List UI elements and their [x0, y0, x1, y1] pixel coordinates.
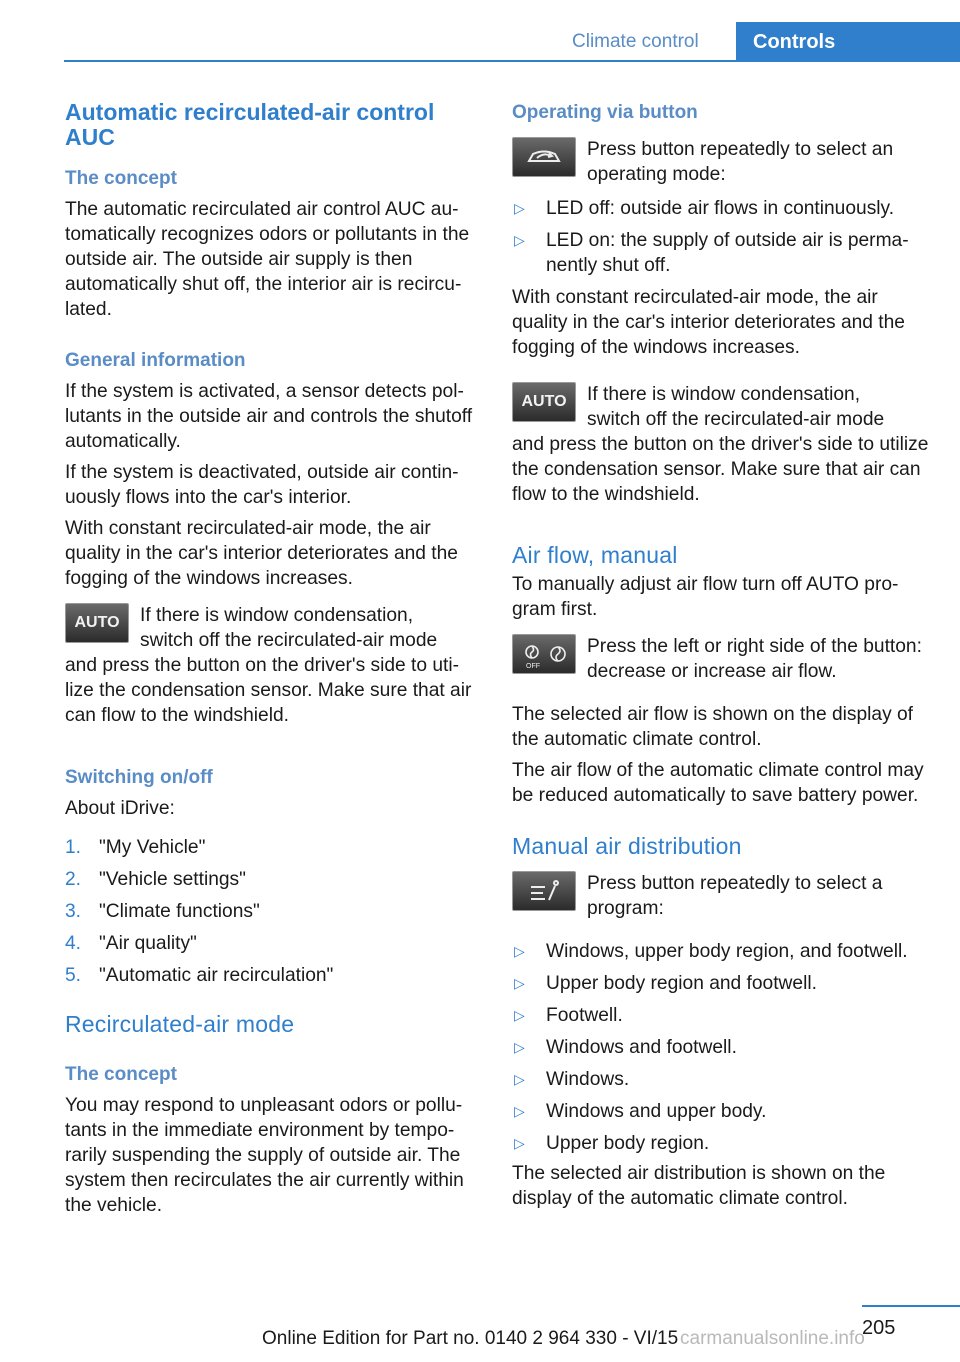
general-text-3: With constant recirculated-air mode, the air quality in the car's interior deteriorates and the fogging of the windows increases. — [65, 518, 458, 589]
switching-heading: Switching on/off — [65, 767, 213, 788]
program-text: Windows. — [546, 1069, 630, 1090]
list-item — [512, 1067, 932, 1092]
condensation-line-c: and press the button on the driver's side to utilize the condensation sensor. Make sure that air can flow to the windshield. — [65, 655, 472, 726]
chapter-tab-label: Controls — [753, 31, 836, 53]
triangle-icon: ▷ — [514, 1071, 525, 1087]
page-number: 205 — [862, 1317, 896, 1339]
list-item — [512, 196, 932, 221]
operating-heading: Operating via button — [512, 102, 698, 123]
list-item — [65, 899, 481, 924]
step-number: 2. — [65, 869, 82, 890]
section-title: Climate control — [572, 31, 699, 52]
mode-text: LED off: outside air flows in continuously. — [546, 198, 895, 219]
triangle-icon: ▷ — [514, 943, 525, 959]
step-text: "Climate functions" — [99, 901, 260, 922]
triangle-icon: ▷ — [514, 200, 525, 216]
distribution-programs — [512, 939, 932, 1156]
fan-button-icon — [512, 634, 576, 674]
program-text: Upper body region. — [546, 1133, 710, 1154]
list-item — [512, 1035, 932, 1060]
step-text: "Automatic air recirculation" — [99, 965, 334, 986]
constant-recirc-text: With constant recirculated-air mode, the air quality in the car's interior deteriorates and the fogging of the windows increases. — [512, 287, 905, 358]
recirc-concept-heading: The concept — [65, 1064, 177, 1085]
program-text: Upper body region and footwell. — [546, 973, 817, 994]
air-distribution-icon — [513, 872, 575, 910]
recirculation-button-icon — [512, 137, 576, 177]
step-number: 1. — [65, 837, 82, 858]
airflow-title: Air flow, manual — [512, 542, 678, 568]
list-item — [512, 1131, 932, 1156]
fan-icon — [513, 635, 575, 673]
general-heading: General information — [65, 350, 246, 371]
concept-text: The automatic recirculated air control AUC automatically recognizes odors or pollutants in the outside air. The outside air supply is then automatically shut off, the interior air is recirculated. — [65, 199, 470, 320]
airflow-note — [512, 634, 932, 684]
step-number: 3. — [65, 901, 82, 922]
recirc-concept-text: You may respond to unpleasant odors or pollutants in the immediate environment by temporarily suspending the supply of outside air. The system then recirculates the air currently within the vehicle. — [65, 1095, 464, 1216]
right-column — [512, 100, 932, 1211]
general-text-2: If the system is deactivated, outside air continuously flows into the car's interior. — [65, 462, 459, 508]
list-item — [512, 939, 932, 964]
header-rule — [64, 60, 960, 62]
auto-button-icon — [512, 382, 576, 422]
condensation-line-b: switch off the recirculated-air mode — [587, 409, 885, 430]
airflow-display-text: The selected air flow is shown on the display of the automatic climate control. — [512, 704, 914, 750]
triangle-icon: ▷ — [514, 975, 525, 991]
distribution-title: Manual air distribution — [512, 833, 742, 859]
watermark: carmanualsonline.info — [680, 1328, 865, 1349]
list-item — [512, 1099, 932, 1124]
program-text: Footwell. — [546, 1005, 623, 1026]
distribution-button-text: Press button repeatedly to select a program: — [587, 873, 883, 919]
step-text: "My Vehicle" — [99, 837, 206, 858]
general-text-1: If the system is activated, a sensor detects pollutants in the outside air and controls the shutoff automatically. — [65, 381, 473, 452]
left-column — [65, 100, 481, 1218]
program-text: Windows, upper body region, and footwell. — [546, 941, 908, 962]
operating-modes — [512, 196, 932, 278]
auto-button-label: AUTO — [521, 393, 567, 410]
step-text: "Air quality" — [99, 933, 197, 954]
idrive-steps — [65, 835, 481, 988]
mode-text: LED on: the supply of outside air is permanently shut off. — [546, 230, 909, 276]
list-item — [65, 835, 481, 860]
svg-text:OFF: OFF — [526, 663, 540, 670]
condensation-line-b: switch off the recirculated-air mode — [140, 630, 438, 651]
condensation-note — [65, 603, 481, 728]
condensation-line-a: If there is window condensation, — [587, 384, 861, 405]
list-item — [65, 931, 481, 956]
list-item — [512, 228, 932, 278]
operating-note — [512, 137, 932, 187]
auto-button-icon — [65, 603, 129, 643]
triangle-icon: ▷ — [514, 1007, 525, 1023]
operating-text: Press button repeatedly to select an operating mode: — [587, 139, 894, 185]
air-distribution-button-icon — [512, 871, 576, 911]
distribution-note — [512, 871, 932, 921]
step-number: 4. — [65, 933, 82, 954]
car-recirculation-icon — [513, 138, 575, 176]
recirc-title: Recirculated-air mode — [65, 1011, 295, 1037]
distribution-display-text: The selected air distribution is shown on the display of the automatic climate control. — [512, 1163, 886, 1209]
edition-text: Online Edition for Part no. 0140 2 964 330 - VI/15 — [262, 1328, 679, 1349]
airflow-text: To manually adjust air flow turn off AUTO program first. — [512, 574, 899, 620]
airflow-button-text: Press the left or right side of the button: decrease or increase air flow. — [587, 636, 922, 682]
chapter-tab — [736, 22, 960, 62]
step-text: "Vehicle settings" — [99, 869, 246, 890]
condensation-line-c: and press the button on the driver's side to utilize the condensation sensor. Make sure that air can flow to the windshield. — [512, 434, 929, 505]
auto-button-label: AUTO — [74, 614, 120, 631]
program-text: Windows and upper body. — [546, 1101, 767, 1122]
airflow-battery-text: The air flow of the automatic climate control may be reduced automatically to save battery power. — [512, 760, 924, 806]
triangle-icon: ▷ — [514, 232, 525, 248]
list-item — [512, 1003, 932, 1028]
footer-rule — [862, 1305, 960, 1307]
step-number: 5. — [65, 965, 82, 986]
about-idrive: About iDrive: — [65, 798, 175, 819]
auc-title: Automatic recirculated-air control AUC — [65, 99, 435, 150]
list-item — [512, 971, 932, 996]
condensation-line-a: If there is window condensation, — [140, 605, 414, 626]
list-item — [65, 963, 481, 988]
condensation-note-right — [512, 382, 932, 507]
triangle-icon: ▷ — [514, 1103, 525, 1119]
list-item — [65, 867, 481, 892]
program-text: Windows and footwell. — [546, 1037, 737, 1058]
triangle-icon: ▷ — [514, 1039, 525, 1055]
page-header — [0, 0, 960, 62]
triangle-icon: ▷ — [514, 1135, 525, 1151]
concept-heading: The concept — [65, 168, 177, 189]
